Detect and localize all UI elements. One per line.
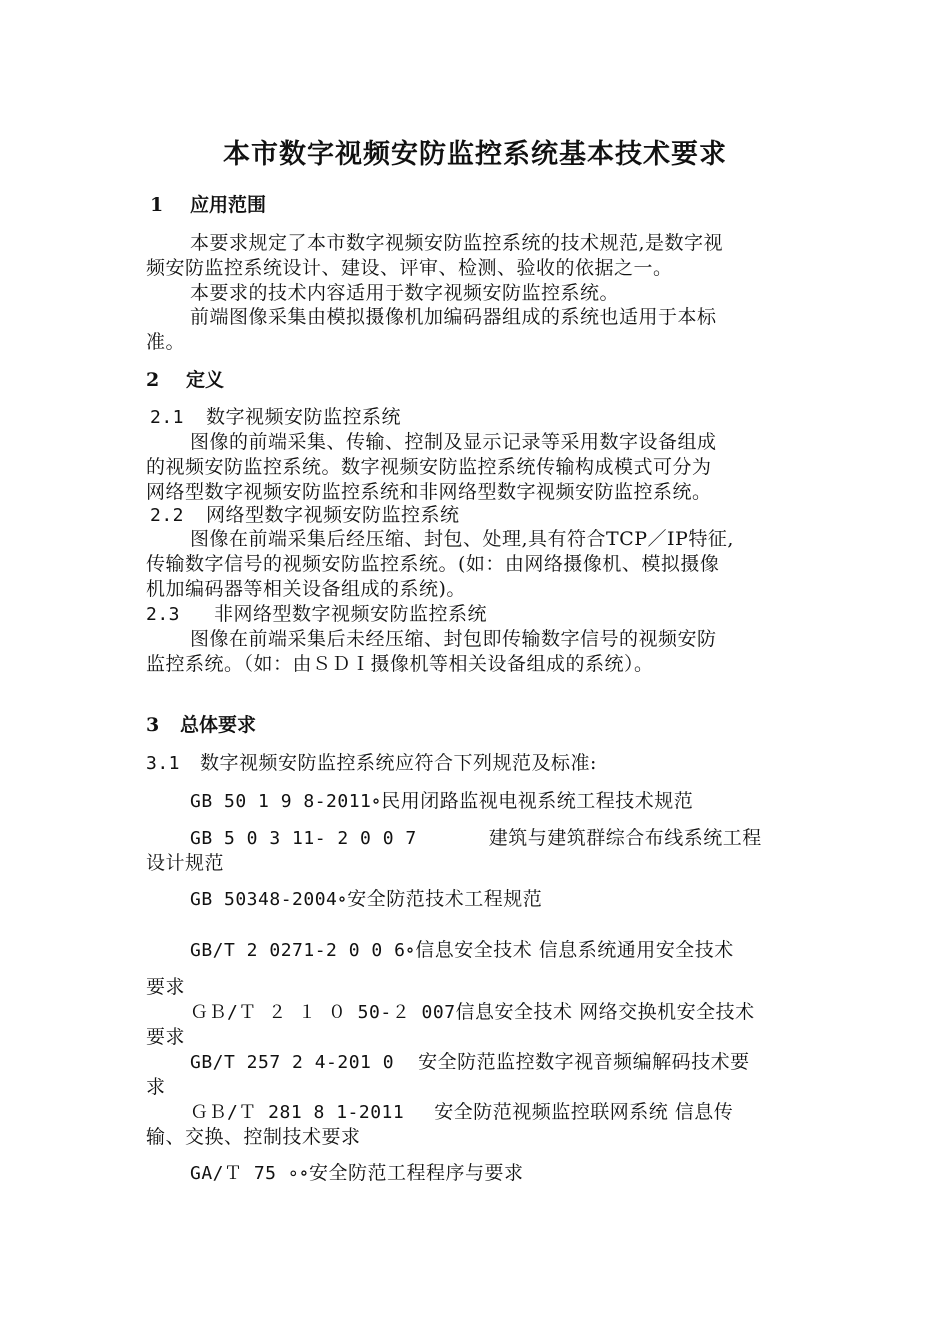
paragraph-line: 传输数字信号的视频安防监控系统。(如：由网络摄像机、模拟摄像 (146, 553, 720, 575)
subsection-title: 非网络型数字视频安防监控系统 (214, 603, 488, 625)
subsection-number: 2.2 (150, 505, 185, 526)
standard-name: 信息安全技术 信息系统通用安全技术 (415, 939, 734, 961)
subsection-number: 2.3 (146, 604, 181, 625)
standard-item (190, 1097, 733, 1124)
standard-code: GA/Ｔ 75 ∘ (190, 1163, 300, 1184)
standard-item (190, 935, 734, 962)
standard-code: GB/T 2 0271-2 0 0 6 (190, 940, 406, 961)
standard-item (190, 786, 693, 813)
paragraph-line: 本要求的技术内容适用于数字视频安防监控系统。 (190, 282, 620, 304)
paragraph-line: 机加编码器等相关设备组成的系统)。 (146, 578, 466, 600)
paragraph-line: 网络型数字视频安防监控系统和非网络型数字视频安防监控系统。 (146, 481, 712, 503)
paragraph-line: 准。 (146, 331, 186, 353)
standard-name: 安全防范技术工程规范 (347, 888, 543, 910)
standard-code: GB/T 257 2 4-201 0 (190, 1052, 395, 1073)
standard-item (190, 997, 755, 1024)
subsection-2-2-heading (150, 500, 460, 527)
standard-separator: ∘ (371, 790, 382, 812)
section-number: 3 (146, 714, 160, 736)
subsection-number: 2.1 (150, 407, 185, 428)
standard-name: 安全防范监控数字视音频编解码技术要 (418, 1051, 750, 1073)
section-title: 应用范围 (190, 194, 267, 216)
section-number: 2 (146, 369, 160, 391)
standard-name: 信息安全技术 网络交换机安全技术 (455, 1001, 755, 1023)
paragraph-line: 的视频安防监控系统。数字视频安防监控系统传输构成模式可分为 (146, 456, 712, 478)
section-title: 总体要求 (180, 714, 257, 736)
standard-continuation: 要求 (146, 1026, 186, 1048)
standard-code: GB 50 1 9 8-2011 (190, 791, 372, 812)
standard-name: 安全防范工程程序与要求 (309, 1162, 524, 1184)
standard-separator: ∘ (405, 939, 416, 961)
standard-item (190, 884, 542, 911)
paragraph-line: 监控系统。（如：由ＳＤＩ摄像机等相关设备组成的系统）。 (146, 653, 654, 675)
clause-text: 数字视频安防监控系统应符合下列规范及标准: (200, 752, 597, 774)
section-2-heading (146, 365, 224, 392)
paragraph-line: 频安防监控系统设计、建设、评审、检测、验收的依据之一。 (146, 257, 673, 279)
clause-3-1 (146, 748, 597, 775)
standard-code: ＧＢ/Ｔ ２ １ ０ 50-２ 007 (190, 1002, 456, 1023)
section-number: 1 (150, 194, 164, 216)
paragraph-line: 图像在前端采集后未经压缩、封包即传输数字信号的视频安防 (190, 628, 717, 650)
standard-continuation: 输、交换、控制技术要求 (146, 1126, 361, 1148)
standard-continuation: 要求 (146, 976, 186, 998)
standard-item (190, 823, 762, 850)
standard-code: ＧＢ/Ｔ 281 8 1-2011 (190, 1102, 405, 1123)
paragraph-line: 图像在前端采集后经压缩、封包、处理,具有符合TCP／IP特征, (190, 528, 734, 550)
standard-code: GB 5 0 3 11- 2 0 0 7 (190, 828, 417, 849)
standard-continuation: 设计规范 (146, 852, 225, 874)
standard-name: 民用闭路监视电视系统工程技术规范 (381, 790, 694, 812)
document-title: 本市数字视频安防监控系统基本技术要求 (223, 139, 727, 170)
standard-name: 建筑与建筑群综合布线系统工程 (488, 827, 762, 849)
paragraph-line: 前端图像采集由模拟摄像机加编码器组成的系统也适用于本标 (190, 306, 717, 328)
paragraph-line: 本要求规定了本市数字视频安防监控系统的技术规范,是数字视 (190, 232, 724, 254)
standard-name: 安全防范视频监控联网系统 信息传 (434, 1101, 734, 1123)
subsection-title: 网络型数字视频安防监控系统 (206, 504, 460, 526)
standard-continuation: 求 (146, 1076, 166, 1098)
subsection-title: 数字视频安防监控系统 (206, 406, 402, 428)
standard-code: GB 50348-2004 (190, 889, 338, 910)
standard-item (190, 1047, 750, 1074)
paragraph-line: 图像的前端采集、传输、控制及显示记录等采用数字设备组成 (190, 431, 717, 453)
standard-separator: ∘ (299, 1162, 310, 1184)
section-title: 定义 (186, 369, 225, 391)
section-1-heading (150, 190, 266, 217)
section-3-heading (146, 710, 256, 737)
standard-item (190, 1158, 524, 1185)
subsection-2-3-heading (146, 599, 487, 626)
subsection-2-1-heading (150, 402, 401, 429)
clause-number: 3.1 (146, 753, 181, 774)
standard-separator: ∘ (337, 888, 348, 910)
